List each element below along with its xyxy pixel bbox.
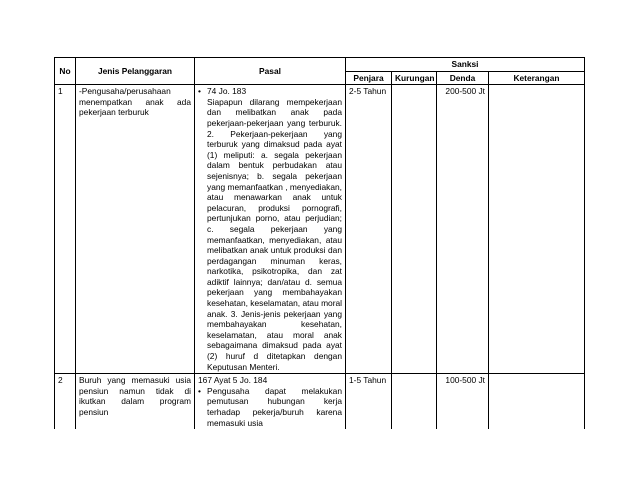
cell-pasal — [195, 85, 346, 374]
cell-pasal — [195, 374, 346, 429]
table-row — [55, 85, 585, 374]
cell-penjara: 1-5 Tahun — [346, 374, 392, 429]
cell-keterangan — [489, 374, 585, 429]
cell-denda: 200-500 Jt — [437, 85, 489, 374]
bullet-icon: • — [198, 385, 201, 396]
header-kurungan: Kurungan — [392, 71, 437, 85]
pasal-text: Pengusaha dapat melakukan pemutusan hubungan kerja terhadap pekerja/buruh karena memasuki usia — [207, 385, 342, 428]
cell-keterangan — [489, 85, 585, 374]
cell-jenis-pelanggaran: -Pengusaha/perusahaan menempatkan anak ada pekerjaan terburuk — [76, 85, 195, 374]
sanction-table — [54, 57, 585, 429]
header-denda: Denda — [437, 71, 489, 85]
header-pasal: Pasal — [195, 58, 346, 85]
pasal-bullet-item — [198, 86, 342, 372]
table-row — [55, 374, 585, 429]
pasal-text: Siapapun dilarang mempekerjaan dan melibatkan anak pada pekerjaan-pekerjaan yang terburuk. 2. Pekerjaan-pekerjaan yang terburuk yang dimaksud pada ayat (1) meliputi: a. segala pekerjaan dalam bentuk perbudakan atau sejenisnya; b. segala pekerjaan yang memanfaatkan , menyediakan, atau menawarkan anak untuk pelacuran, produksi pornografi, pertunjukan porno, atau perjudian; c. segala pekerjaan yang memanfaatkan, menyediakan, atau melibatkan anak untuk produksi dan perdagangan minuman keras, narkotika, psikotropika, dan zat adiktif lainnya; dan/atau d. semua pekerjaan yang membahayakan kesehatan, keselamatan, atau moral anak. 3. Jenis-jenis pekerjaan yang membahayakan kesehatan, keselamatan, atau moral anak sebagaimana dimaksud pada ayat (2) huruf d ditetapkan dengan Keputusan Menteri. — [207, 96, 343, 372]
bullet-icon: • — [198, 86, 201, 97]
header-jenis-pelanggaran: Jenis Pelanggaran — [76, 58, 195, 85]
pasal-reference: 74 Jo. 183 — [207, 86, 247, 97]
cell-kurungan — [392, 85, 437, 374]
cell-no: 2 — [55, 374, 76, 429]
cell-jenis-pelanggaran: Buruh yang memasuki usia pensiun namun tidak di ikutkan dalam program pensiun — [76, 374, 195, 429]
cell-no: 1 — [55, 85, 76, 374]
header-sanksi: Sanksi — [346, 58, 585, 72]
header-row-main — [55, 58, 585, 72]
cell-penjara: 2-5 Tahun — [346, 85, 392, 374]
header-no: No — [55, 58, 76, 85]
pasal-reference: 167 Ayat 5 Jo. 184 — [198, 375, 268, 386]
pasal-bullet-item — [198, 386, 342, 428]
header-keterangan: Keterangan — [489, 71, 585, 85]
header-penjara: Penjara — [346, 71, 392, 85]
cell-denda: 100-500 Jt — [437, 374, 489, 429]
cell-kurungan — [392, 374, 437, 429]
